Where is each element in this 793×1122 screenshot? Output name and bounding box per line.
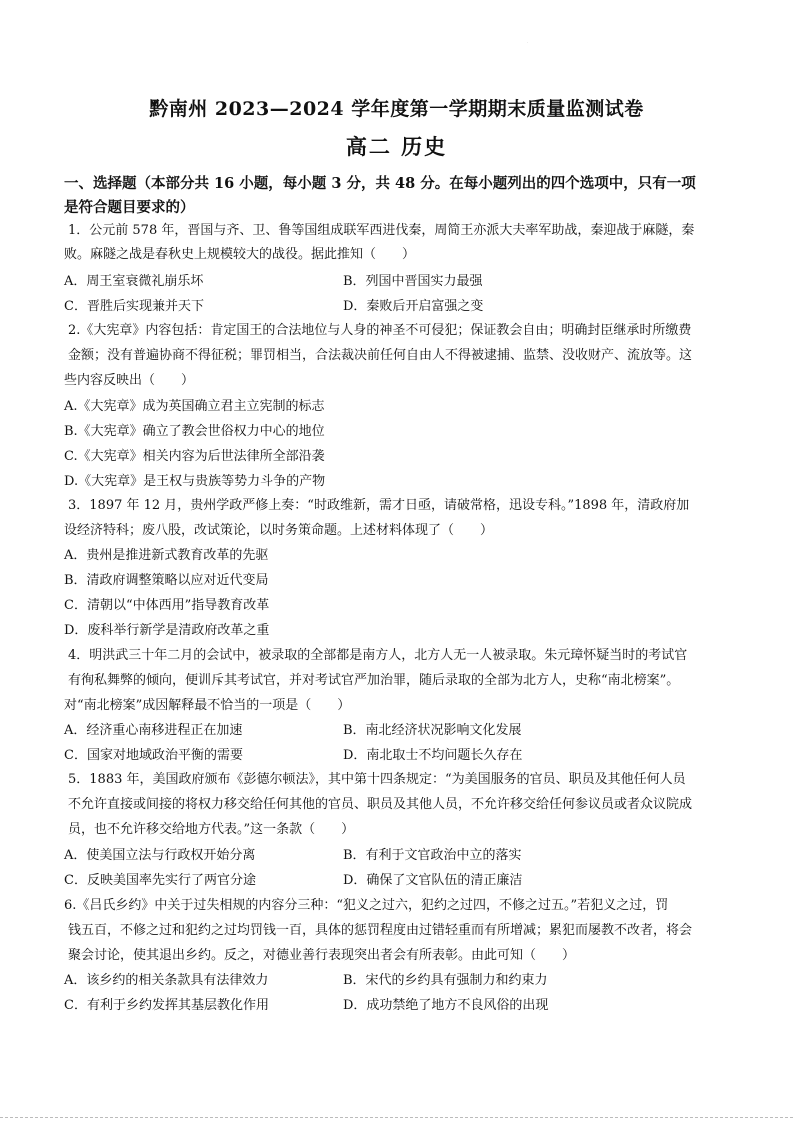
q5-option-c: C．反映美国率先实行了两官分途 xyxy=(64,873,256,888)
q6-stem-line-3: 聚会讨论，使其退出乡约。反之，对德业善行表现突出者会有所表彰。由此可知（ ） xyxy=(68,948,576,963)
q1-option-b: B．列国中晋国实力最强 xyxy=(343,274,483,289)
q2-option-c: C.《大宪章》相关内容为后世法律所全部沿袭 xyxy=(64,449,325,464)
scan-dot: · xyxy=(527,40,529,45)
q6-option-a: A．该乡约的相关条款具有法律效力 xyxy=(64,973,269,988)
section-heading xyxy=(64,172,733,220)
q3-option-a: A．贵州是推进新式教育改革的先驱 xyxy=(64,548,269,563)
q1-stem-line-1: 1．公元前 578 年，晋国与齐、卫、鲁等国组成联军西进伐秦，周简王亦派大夫率军助战，秦迎战于麻隧，秦 xyxy=(68,223,695,238)
q5-stem-line-2: 不允许直接或间接的将权力移交给任何其他的官员、职员及其他人员，不允许移交给任何参议员或者众议院成 xyxy=(68,797,693,812)
q1-stem-line-2: 败。麻隧之战是春秋史上规模较大的战役。据此推知（ ） xyxy=(64,247,416,262)
section-heading-line-1: 一、选择题（本部分共 16 小题，每小题 3 分，共 48 分。在每小题列出的四个选项中，只有一项 xyxy=(64,175,696,192)
page-title: 黔南州 2023—2024 学年度第一学期期末质量监测试卷 xyxy=(149,98,644,120)
q6-option-d: D．成功禁绝了地方不良风俗的出现 xyxy=(343,998,549,1013)
q3-stem-line-1: 3．1897 年 12 月，贵州学政严修上奏：“时政维新，需才日亟，请破常格，迅设专科。”1898 年，清政府加 xyxy=(68,498,690,513)
q4-stem-line-1: 4．明洪武三十年二月的会试中，被录取的全部都是南方人，北方人无一人被录取。朱元璋怀疑当时的考试官 xyxy=(68,648,688,663)
q5-stem-line-1: 5．1883 年，美国政府颁布《彭德尔顿法》，其中第十四条规定：“为美国服务的官员、职员及其他任何人员 xyxy=(68,772,686,787)
q3-option-c: C．清朝以“中体西用”指导教育改革 xyxy=(64,598,270,613)
q6-stem-line-2: 钱五百，不修之过和犯约之过均罚钱一百，具体的惩罚程度由过错轻重而有所增减；累犯而屡教不改者，将会 xyxy=(68,923,693,938)
q1-option-c: C．晋胜后实现兼并天下 xyxy=(64,299,204,314)
q5-stem-line-3: 员，也不允许移交给地方代表。”这一条款（ ） xyxy=(68,822,355,837)
section-heading-line-2: 是符合题目要求的） xyxy=(64,199,195,216)
q5-option-a: A．使美国立法与行政权开始分离 xyxy=(64,848,256,863)
q1-option-d: D．秦败后开启富强之变 xyxy=(343,299,484,314)
q4-option-a: A．经济重心南移进程正在加速 xyxy=(64,723,243,738)
q2-stem-line-2: 金额；没有普遍协商不得征税；罪罚相当，合法裁决前任何自由人不得被逮捕、监禁、没收财产、流放等。这 xyxy=(68,348,693,363)
q3-option-d: D．废科举行新学是清政府改革之重 xyxy=(64,623,270,638)
q4-option-b: B．南北经济状况影响文化发展 xyxy=(343,723,522,738)
q3-stem-line-2: 设经济特科；废八股，改试策论，以时务策命题。上述材料体现了（ ） xyxy=(64,523,494,538)
q2-stem-line-3: 些内容反映出（ ） xyxy=(64,373,195,388)
q6-option-b: B．宋代的乡约具有强制力和约束力 xyxy=(343,973,548,988)
q5-option-d: D．确保了文官队伍的清正廉洁 xyxy=(343,873,523,888)
q2-stem-line-1: 2.《大宪章》内容包括：肯定国王的合法地位与人身的神圣不可侵犯；保证教会自由；明确封臣继承时所缴费 xyxy=(68,323,692,338)
page-bottom-rule xyxy=(0,1117,793,1118)
q6-option-c: C．有利于乡约发挥其基层教化作用 xyxy=(64,998,269,1013)
q4-stem-line-3: 对“南北榜案”成因解释最不恰当的一项是（ ） xyxy=(64,698,351,713)
q4-stem-line-2: 有徇私舞弊的倾向，便训斥其考试官，并对考试官严加治罪，随后录取的全部为北方人，史称“南北榜案”。 xyxy=(68,673,680,688)
page-subtitle: 高二 历史 xyxy=(345,134,448,159)
q6-stem-line-1: 6.《吕氏乡约》中关于过失相规的内容分三种：“犯义之过六，犯约之过四，不修之过五。”若犯义之过，罚 xyxy=(64,898,669,913)
q2-option-b: B.《大宪章》确立了教会世俗权力中心的地位 xyxy=(64,424,325,439)
q5-option-b: B．有利于文官政治中立的落实 xyxy=(343,848,522,863)
q1-option-a: A．周王室衰微礼崩乐坏 xyxy=(64,274,204,289)
q4-option-d: D．南北取士不均问题长久存在 xyxy=(343,748,523,763)
q2-option-d: D.《大宪章》是王权与贵族等势力斗争的产物 xyxy=(64,474,326,489)
q2-option-a: A.《大宪章》成为英国确立君主立宪制的标志 xyxy=(64,399,325,414)
q3-option-b: B．清政府调整策略以应对近代变局 xyxy=(64,573,269,588)
q4-option-c: C．国家对地域政治平衡的需要 xyxy=(64,748,243,763)
